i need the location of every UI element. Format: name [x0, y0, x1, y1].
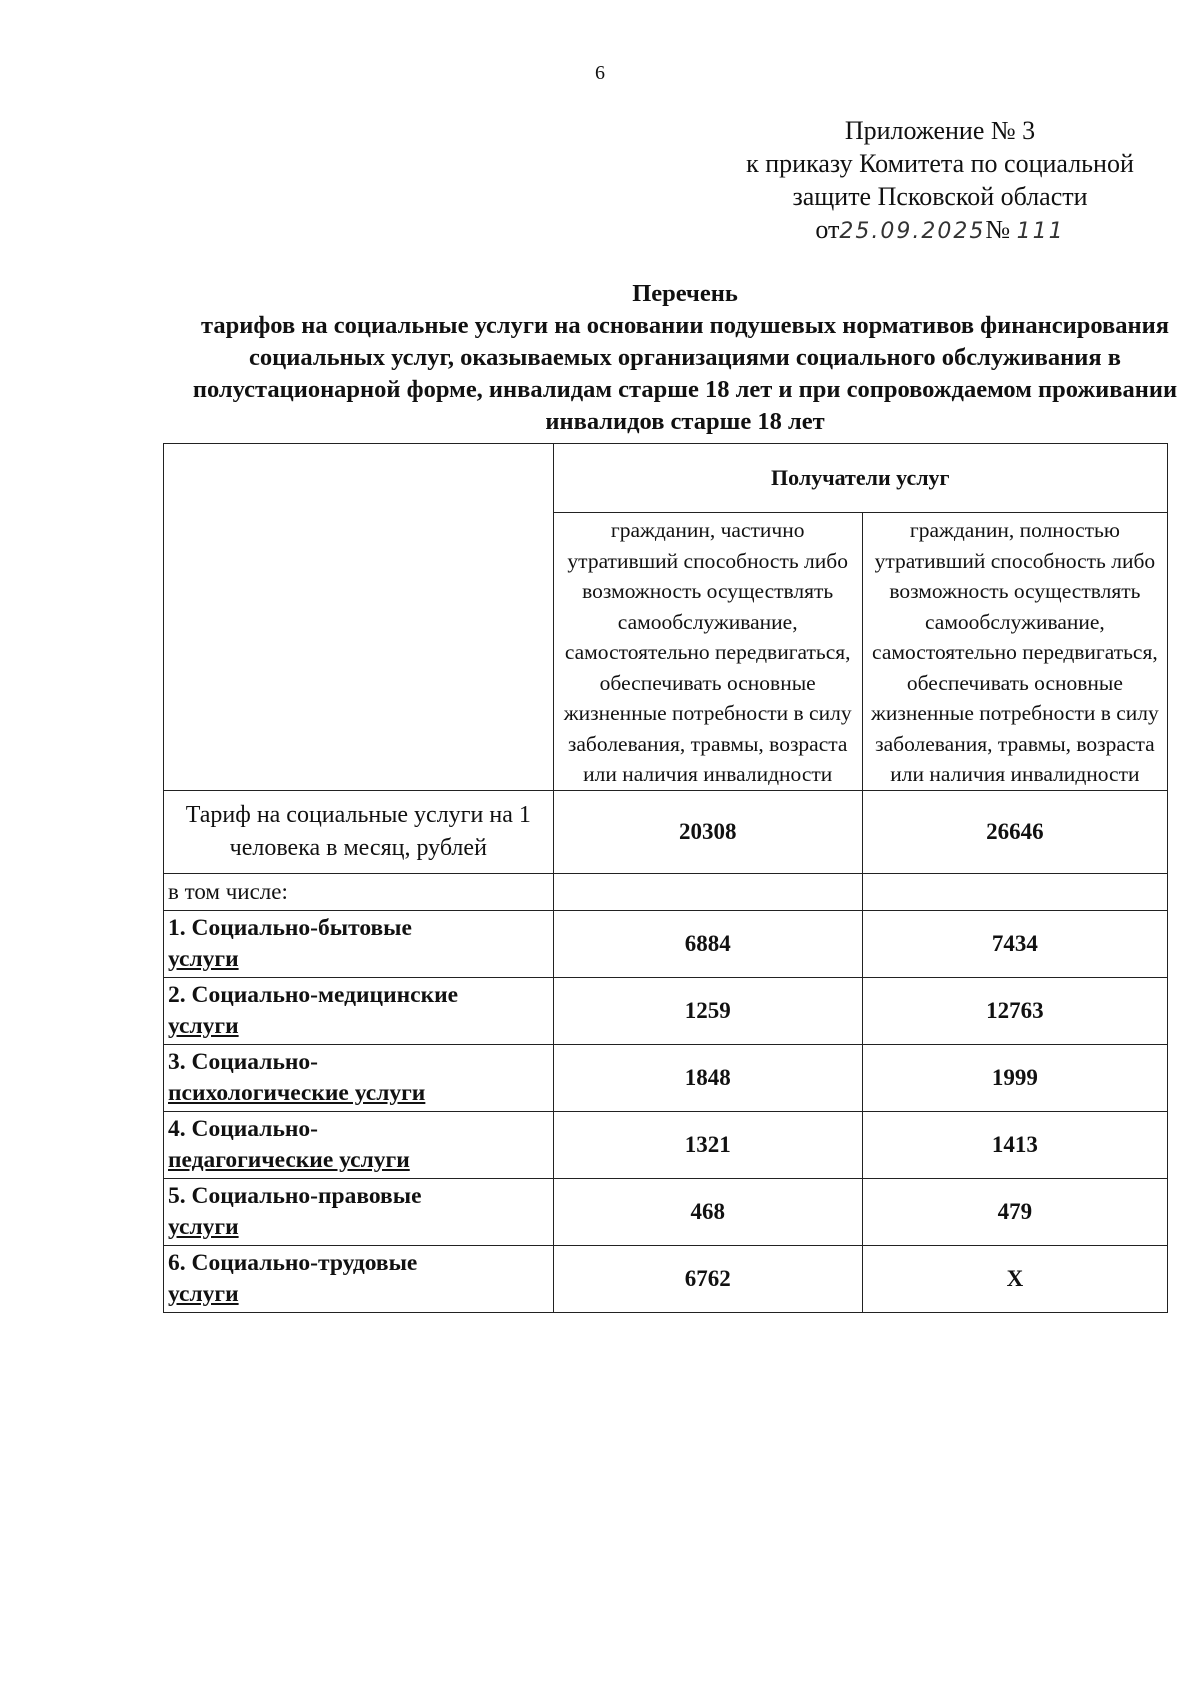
page-number: 6	[595, 62, 605, 84]
service-value-b: 7434	[862, 910, 1167, 977]
appendix-order-ref: к приказу Комитета по социальной	[746, 149, 1134, 178]
including-label: в том числе:	[164, 873, 554, 910]
number-prefix: №	[985, 215, 1011, 244]
tariff-row	[164, 790, 1168, 873]
service-value-a: 1848	[553, 1044, 862, 1111]
service-label: 5. Социально-правовые услуги	[164, 1178, 554, 1245]
service-value-b: 1413	[862, 1111, 1167, 1178]
title-body: тарифов на социальные услуги на основании подушевых нормативов финансирования социальных услуг, оказываемых организациями социального обслуживания в полустационарной форме, инвалидам старше 18 лет и при сопровождаемом проживании инвалидов старше 18 лет	[192, 312, 1178, 435]
table-row	[164, 1044, 1168, 1111]
group-a-header: гражданин, частично утративший способность либо возможность осуществлять самообслуживание, самостоятельно передвигаться, обеспечивать основные жизненные потребности в силу заболевания, травмы, возраста или наличия инвалидности	[553, 513, 862, 791]
service-label: 4. Социально- педагогические услуги	[164, 1111, 554, 1178]
service-value-b: 479	[862, 1178, 1167, 1245]
recipients-header: Получатели услуг	[553, 444, 1167, 513]
including-empty-b	[862, 873, 1167, 910]
service-value-b: 12763	[862, 977, 1167, 1044]
table-row	[164, 977, 1168, 1044]
service-value-a: 1259	[553, 977, 862, 1044]
handwritten-number: 111	[1016, 219, 1065, 244]
appendix-title: Приложение № 3	[844, 116, 1036, 145]
table-row	[164, 1178, 1168, 1245]
tariff-value-a: 20308	[553, 790, 862, 873]
including-row	[164, 873, 1168, 910]
service-label: 2. Социально-медицинские услуги	[164, 977, 554, 1044]
service-value-a: 6762	[553, 1245, 862, 1312]
tariff-label: Тариф на социальные услуги на 1 человека в месяц, рублей	[164, 790, 554, 873]
document-title	[160, 278, 1200, 438]
tariffs-table	[163, 443, 1168, 1313]
appendix-committee: защите Псковской области	[792, 182, 1088, 211]
appendix-date-number	[700, 213, 1180, 248]
empty-corner-cell	[164, 444, 554, 791]
group-b-header: гражданин, полностью утративший способность либо возможность осуществлять самообслуживание, самостоятельно передвигаться, обеспечивать основные жизненные потребности в силу заболевания, травмы, возраста или наличия инвалидности	[862, 513, 1167, 791]
table-header-row	[164, 444, 1168, 513]
service-label: 1. Социально-бытовые услуги	[164, 910, 554, 977]
service-value-b: Х	[862, 1245, 1167, 1312]
tariff-value-b: 26646	[862, 790, 1167, 873]
service-label: 3. Социально- психологические услуги	[164, 1044, 554, 1111]
service-value-a: 1321	[553, 1111, 862, 1178]
service-value-b: 1999	[862, 1044, 1167, 1111]
appendix-block	[700, 114, 1180, 248]
table-row	[164, 1111, 1168, 1178]
handwritten-date: 25.09.2025	[839, 219, 986, 244]
title-heading: Перечень	[632, 280, 738, 307]
from-prefix: от	[815, 215, 840, 244]
service-value-a: 468	[553, 1178, 862, 1245]
table-row	[164, 910, 1168, 977]
service-label: 6. Социально-трудовые услуги	[164, 1245, 554, 1312]
table-row	[164, 1245, 1168, 1312]
service-value-a: 6884	[553, 910, 862, 977]
including-empty-a	[553, 873, 862, 910]
